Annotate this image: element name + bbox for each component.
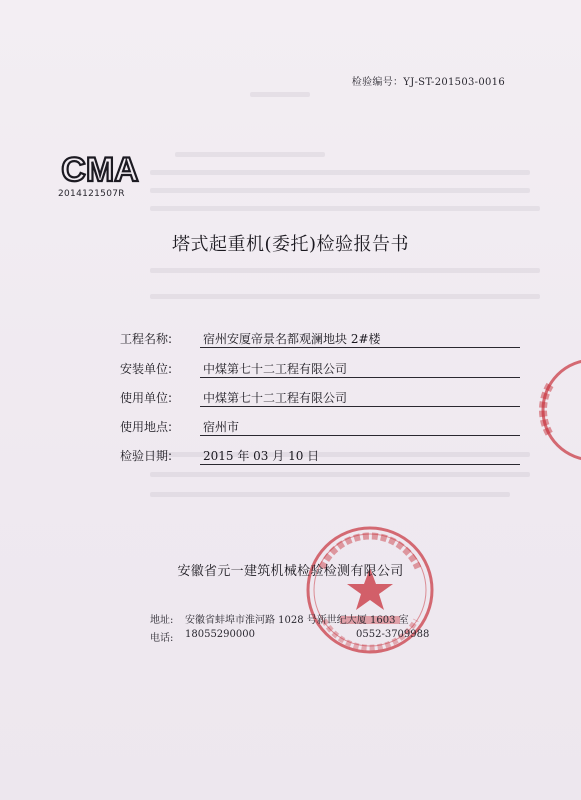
field-underline	[200, 347, 520, 348]
field-underline	[200, 464, 520, 465]
bleed-through-line	[150, 492, 510, 497]
field-underline	[200, 435, 520, 436]
certificate-number: 2014121507R	[58, 189, 125, 199]
field-value: 宿州安厦帝景名都观澜地块 2#楼	[203, 332, 381, 346]
issuing-company: 安徽省元一建筑机械检验检测有限公司	[177, 564, 404, 579]
bleed-through-line	[175, 152, 325, 157]
bleed-through-line	[150, 188, 530, 193]
field-value: 中煤第七十二工程有限公司	[203, 391, 348, 405]
cma-logo-text: CMA	[61, 151, 139, 188]
field-value: 宿州市	[203, 420, 240, 434]
edge-seal-stamp	[538, 355, 581, 465]
company-fax: 0552-3709988	[356, 629, 430, 640]
field-inspection-date	[120, 447, 520, 467]
field-user-unit	[120, 389, 520, 409]
inspection-number	[352, 73, 505, 88]
field-label: 使用地点:	[120, 420, 173, 434]
cma-certification-logo	[60, 148, 140, 188]
phone-label: 电话:	[150, 633, 174, 644]
bleed-through-line	[150, 170, 530, 175]
field-underline	[200, 377, 520, 378]
field-underline	[200, 406, 520, 407]
phone-value: 18055290000	[185, 629, 255, 640]
field-label: 安装单位:	[120, 362, 173, 376]
company-phone	[150, 629, 255, 644]
bleed-through-line	[250, 92, 310, 97]
inspection-number-label: 检验编号：	[351, 77, 404, 88]
document-title: 塔式起重机(委托)检验报告书	[171, 234, 410, 255]
inspection-number-value: YJ-ST-201503-0016	[403, 77, 505, 88]
company-address	[150, 611, 409, 626]
bleed-through-line	[150, 472, 530, 477]
bleed-through-line	[150, 206, 540, 211]
bleed-through-line	[150, 268, 540, 273]
field-label: 使用单位:	[120, 391, 173, 405]
field-installation-unit	[120, 360, 520, 380]
field-value: 2015 年 03 月 10 日	[203, 449, 320, 463]
field-project-name	[120, 330, 520, 350]
field-value: 中煤第七十二工程有限公司	[203, 362, 348, 376]
field-label: 工程名称:	[120, 332, 173, 346]
bleed-through-line	[150, 294, 540, 299]
address-label: 地址:	[150, 615, 174, 626]
field-usage-location	[120, 418, 520, 438]
field-label: 检验日期:	[120, 449, 173, 463]
address-value: 安徽省蚌埠市淮河路 1028 号新世纪大厦 1603 室	[185, 615, 409, 626]
